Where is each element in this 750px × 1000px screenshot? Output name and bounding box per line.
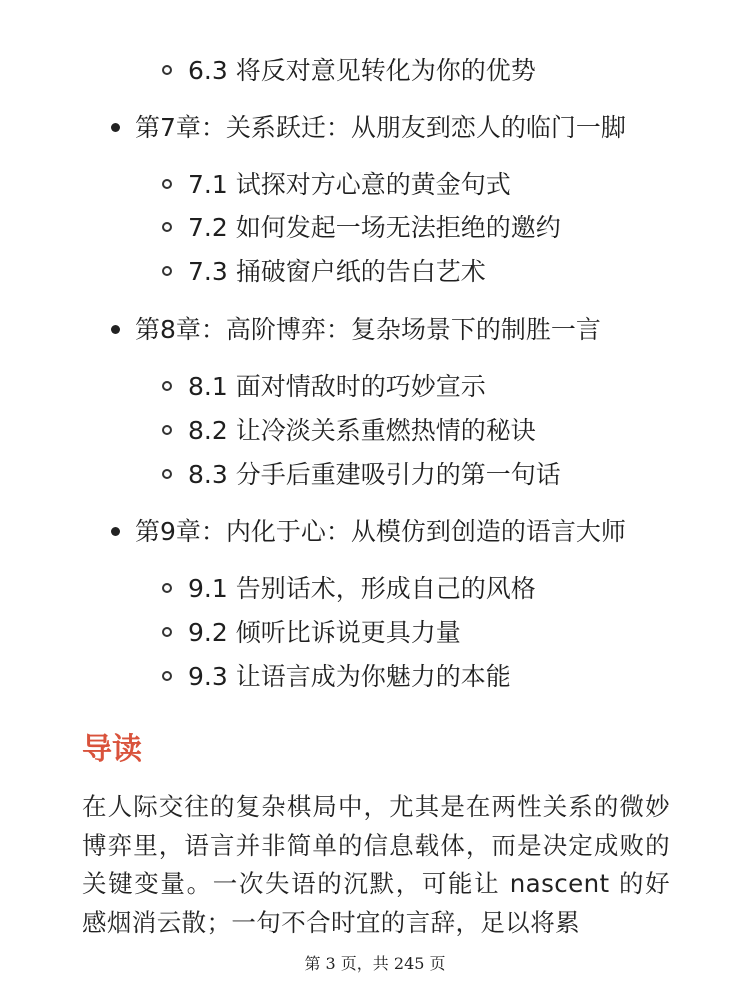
toc-subsection-8-3[interactable]	[188, 458, 561, 492]
hollow-bullet-icon	[162, 425, 172, 435]
toc-subsection-6-3[interactable]	[188, 54, 536, 88]
toc-item-text: 9.1 告别话术，形成自己的风格	[188, 574, 536, 603]
hollow-bullet-icon	[162, 381, 172, 391]
toc-item-text: 第9章：内化于心：从模仿到创造的语言大师	[135, 517, 626, 546]
toc-item-text: 9.3 让语言成为你魅力的本能	[188, 662, 511, 691]
toc-chapter-8[interactable]	[135, 313, 601, 347]
hollow-bullet-icon	[162, 222, 172, 232]
hollow-bullet-icon	[162, 469, 172, 479]
toc-item-text: 8.2 让冷淡关系重燃热情的秘诀	[188, 416, 536, 445]
solid-bullet-icon	[111, 527, 120, 536]
toc-chapter-9[interactable]	[135, 515, 626, 549]
toc-subsection-7-1[interactable]	[188, 168, 511, 202]
toc-item-text: 8.1 面对情敌时的巧妙宣示	[188, 372, 486, 401]
toc-item-text: 7.1 试探对方心意的黄金句式	[188, 170, 511, 199]
solid-bullet-icon	[111, 123, 120, 132]
toc-subsection-8-2[interactable]	[188, 414, 536, 448]
toc-item-text: 9.2 倾听比诉说更具力量	[188, 618, 461, 647]
hollow-bullet-icon	[162, 179, 172, 189]
hollow-bullet-icon	[162, 266, 172, 276]
toc-item-text: 第7章：关系跃迁：从朋友到恋人的临门一脚	[135, 113, 626, 142]
hollow-bullet-icon	[162, 65, 172, 75]
toc-item-text: 第8章：高阶博弈：复杂场景下的制胜一言	[135, 315, 601, 344]
toc-subsection-9-1[interactable]	[188, 572, 536, 606]
hollow-bullet-icon	[162, 671, 172, 681]
toc-item-text: 6.3 将反对意见转化为你的优势	[188, 56, 536, 85]
section-heading: 导读	[82, 732, 142, 767]
toc-subsection-7-3[interactable]	[188, 255, 486, 289]
solid-bullet-icon	[111, 325, 120, 334]
hollow-bullet-icon	[162, 627, 172, 637]
hollow-bullet-icon	[162, 583, 172, 593]
toc-item-text: 8.3 分手后重建吸引力的第一句话	[188, 460, 561, 489]
toc-subsection-7-2[interactable]	[188, 211, 561, 245]
toc-item-text: 7.3 捅破窗户纸的告白艺术	[188, 257, 486, 286]
toc-subsection-8-1[interactable]	[188, 370, 486, 404]
section-paragraph: 在人际交往的复杂棋局中，尤其是在两性关系的微妙博弈里，语言并非简单的信息载体，而是决定成败的关键变量。一次失语的沉默，可能让 nascent 的好感烟消云散；一句不合时宜的言辞，足以将累	[82, 792, 670, 937]
toc-subsection-9-3[interactable]	[188, 660, 511, 694]
toc-subsection-9-2[interactable]	[188, 616, 461, 650]
toc-chapter-7[interactable]	[135, 111, 626, 145]
page-number-footer: 第 3 页，共 245 页	[304, 954, 446, 973]
toc-item-text: 7.2 如何发起一场无法拒绝的邀约	[188, 213, 561, 242]
